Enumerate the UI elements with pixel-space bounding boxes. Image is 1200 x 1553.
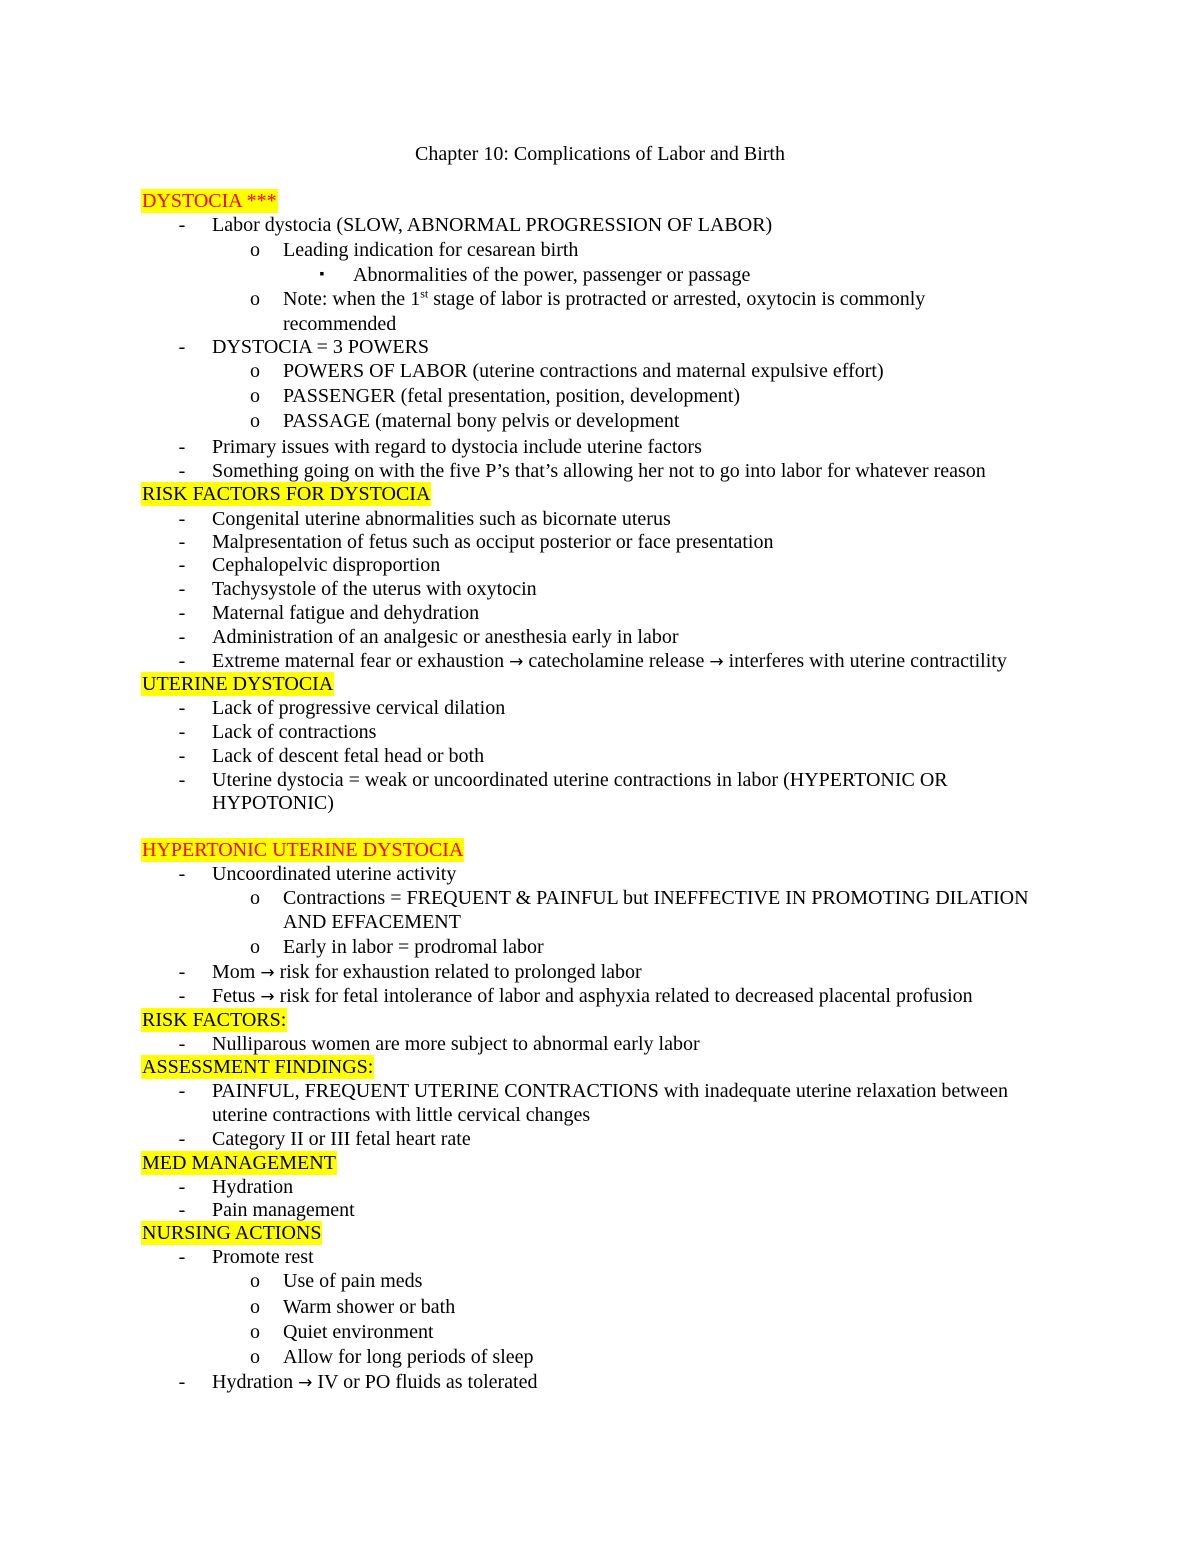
dash-bullet: -: [178, 1128, 186, 1150]
list-item-text: [212, 960, 642, 985]
circle-bullet: o: [250, 410, 260, 432]
dash-bullet: -: [178, 336, 186, 358]
sub-list-item-text: Contractions = FREQUENT & PAINFUL but INEFFECTIVE IN PROMOTING DILATION: [283, 887, 1029, 909]
list-item-text: Uterine dystocia = weak or uncoordinated uterine contractions in labor (HYPERTONIC OR: [212, 769, 948, 791]
circle-bullet: o: [250, 936, 260, 958]
list-item-text: Promote rest: [212, 1246, 314, 1268]
arrow-icon: →: [509, 652, 524, 672]
list-item-text: Congenital uterine abnormalities such as bicornate uterus: [212, 508, 671, 530]
heading-text: HYPERTONIC UTERINE DYSTOCIA: [142, 839, 464, 861]
arrow-icon: →: [260, 987, 275, 1007]
dash-bullet: -: [178, 769, 186, 791]
dash-bullet: -: [178, 626, 186, 648]
sub-list-item-text: PASSENGER (fetal presentation, position, development): [283, 385, 740, 407]
dash-bullet: -: [178, 1176, 186, 1198]
dash-bullet: -: [178, 745, 186, 767]
list-item-text: Something going on with the five P’s that’s allowing her not to go into labor for whatever reason: [212, 460, 986, 482]
sub-sub-list-item-text: Abnormalities of the power, passenger or passage: [353, 264, 751, 286]
sub-list-item-text: Allow for long periods of sleep: [283, 1346, 534, 1368]
sub-list-item-text: Early in labor = prodromal labor: [283, 936, 544, 958]
circle-bullet: o: [250, 385, 260, 407]
heading-text: ASSESSMENT FINDINGS:: [142, 1056, 374, 1078]
text-part: Fetus: [212, 985, 261, 1007]
circle-bullet: o: [250, 1321, 260, 1343]
list-item-text: Lack of progressive cervical dilation: [212, 697, 506, 719]
list-item-text: Uncoordinated uterine activity: [212, 863, 457, 885]
list-item-text: Lack of contractions: [212, 721, 377, 743]
text-part: risk for exhaustion related to prolonged labor: [274, 961, 642, 983]
text-part: Note: when the 1: [283, 288, 421, 310]
arrow-icon: →: [709, 652, 724, 672]
circle-bullet: o: [250, 1346, 260, 1368]
dash-bullet: -: [178, 1199, 186, 1221]
dash-bullet: -: [178, 721, 186, 743]
list-item-text: Tachysystole of the uterus with oxytocin: [212, 578, 537, 600]
list-item-text: [212, 984, 973, 1009]
text-part: IV or PO fluids as tolerated: [312, 1371, 538, 1393]
sub-list-item-text: Use of pain meds: [283, 1270, 423, 1292]
continuation-text: AND EFFACEMENT: [283, 911, 461, 933]
continuation-text: uterine contractions with little cervical changes: [212, 1104, 591, 1126]
list-item-text: Category II or III fetal heart rate: [212, 1128, 471, 1150]
circle-bullet: o: [250, 360, 260, 382]
text-part: Mom: [212, 961, 261, 983]
sub-list-item-text: Quiet environment: [283, 1321, 434, 1343]
dash-bullet: -: [178, 436, 186, 458]
circle-bullet: o: [250, 1270, 260, 1292]
list-item-text: DYSTOCIA = 3 POWERS: [212, 336, 430, 358]
list-item-text: [212, 649, 1007, 674]
dash-bullet: -: [178, 508, 186, 530]
continuation-text: HYPOTONIC): [212, 792, 334, 814]
sub-list-item-text: Leading indication for cesarean birth: [283, 239, 579, 261]
superscript: st: [420, 286, 429, 301]
list-item-text: Nulliparous women are more subject to abnormal early labor: [212, 1033, 700, 1055]
page-title: Chapter 10: Complications of Labor and Birth: [415, 143, 785, 165]
text-part: catecholamine release: [523, 650, 710, 672]
text-part: stage of labor is protracted or arrested, oxytocin is commonly: [428, 288, 926, 310]
heading-text: DYSTOCIA ***: [142, 190, 277, 212]
dash-bullet: -: [178, 650, 186, 672]
heading-text: RISK FACTORS FOR DYSTOCIA: [142, 483, 431, 505]
sub-list-item-text: POWERS OF LABOR (uterine contractions and maternal expulsive effort): [283, 360, 884, 382]
list-item-text: [212, 1370, 538, 1395]
text-part: interferes with uterine contractility: [723, 650, 1007, 672]
dash-bullet: -: [178, 1080, 186, 1102]
arrow-icon: →: [298, 1373, 313, 1393]
dash-bullet: -: [178, 961, 186, 983]
arrow-icon: →: [260, 963, 275, 983]
list-item-text: Malpresentation of fetus such as occiput posterior or face presentation: [212, 531, 774, 553]
continuation-text: recommended: [283, 313, 397, 335]
heading-text: NURSING ACTIONS: [142, 1222, 322, 1244]
text-part: Hydration: [212, 1371, 299, 1393]
heading-text: MED MANAGEMENT: [142, 1152, 336, 1174]
list-item-text: Cephalopelvic disproportion: [212, 554, 441, 576]
list-item-text: PAINFUL, FREQUENT UTERINE CONTRACTIONS with inadequate uterine relaxation between: [212, 1080, 1008, 1102]
dash-bullet: -: [178, 1033, 186, 1055]
dash-bullet: -: [178, 697, 186, 719]
dash-bullet: -: [178, 531, 186, 553]
list-item-text: Administration of an analgesic or anesthesia early in labor: [212, 626, 679, 648]
dash-bullet: -: [178, 1371, 186, 1393]
list-item-text: Primary issues with regard to dystocia include uterine factors: [212, 436, 702, 458]
circle-bullet: o: [250, 288, 260, 310]
square-bullet: ▪: [319, 267, 325, 282]
dash-bullet: -: [178, 460, 186, 482]
list-item-text: Labor dystocia (SLOW, ABNORMAL PROGRESSION OF LABOR): [212, 214, 773, 236]
circle-bullet: o: [250, 1296, 260, 1318]
sub-list-item-text: PASSAGE (maternal bony pelvis or development: [283, 410, 680, 432]
heading-text: UTERINE DYSTOCIA: [142, 673, 334, 695]
dash-bullet: -: [178, 578, 186, 600]
dash-bullet: -: [178, 985, 186, 1007]
text-part: Extreme maternal fear or exhaustion: [212, 650, 510, 672]
text-part: risk for fetal intolerance of labor and asphyxia related to decreased placental profusion: [274, 985, 973, 1007]
list-item-text: Lack of descent fetal head or both: [212, 745, 485, 767]
sub-list-item-text: Warm shower or bath: [283, 1296, 456, 1318]
circle-bullet: o: [250, 887, 260, 909]
list-item-text: Maternal fatigue and dehydration: [212, 602, 480, 624]
list-item-text: Pain management: [212, 1199, 355, 1221]
dash-bullet: -: [178, 554, 186, 576]
heading-text: RISK FACTORS:: [142, 1009, 287, 1031]
list-item-text: Hydration: [212, 1176, 294, 1198]
dash-bullet: -: [178, 1246, 186, 1268]
dash-bullet: -: [178, 863, 186, 885]
dash-bullet: -: [178, 602, 186, 624]
circle-bullet: o: [250, 239, 260, 261]
sub-list-item-text: [283, 287, 925, 311]
dash-bullet: -: [178, 214, 186, 236]
